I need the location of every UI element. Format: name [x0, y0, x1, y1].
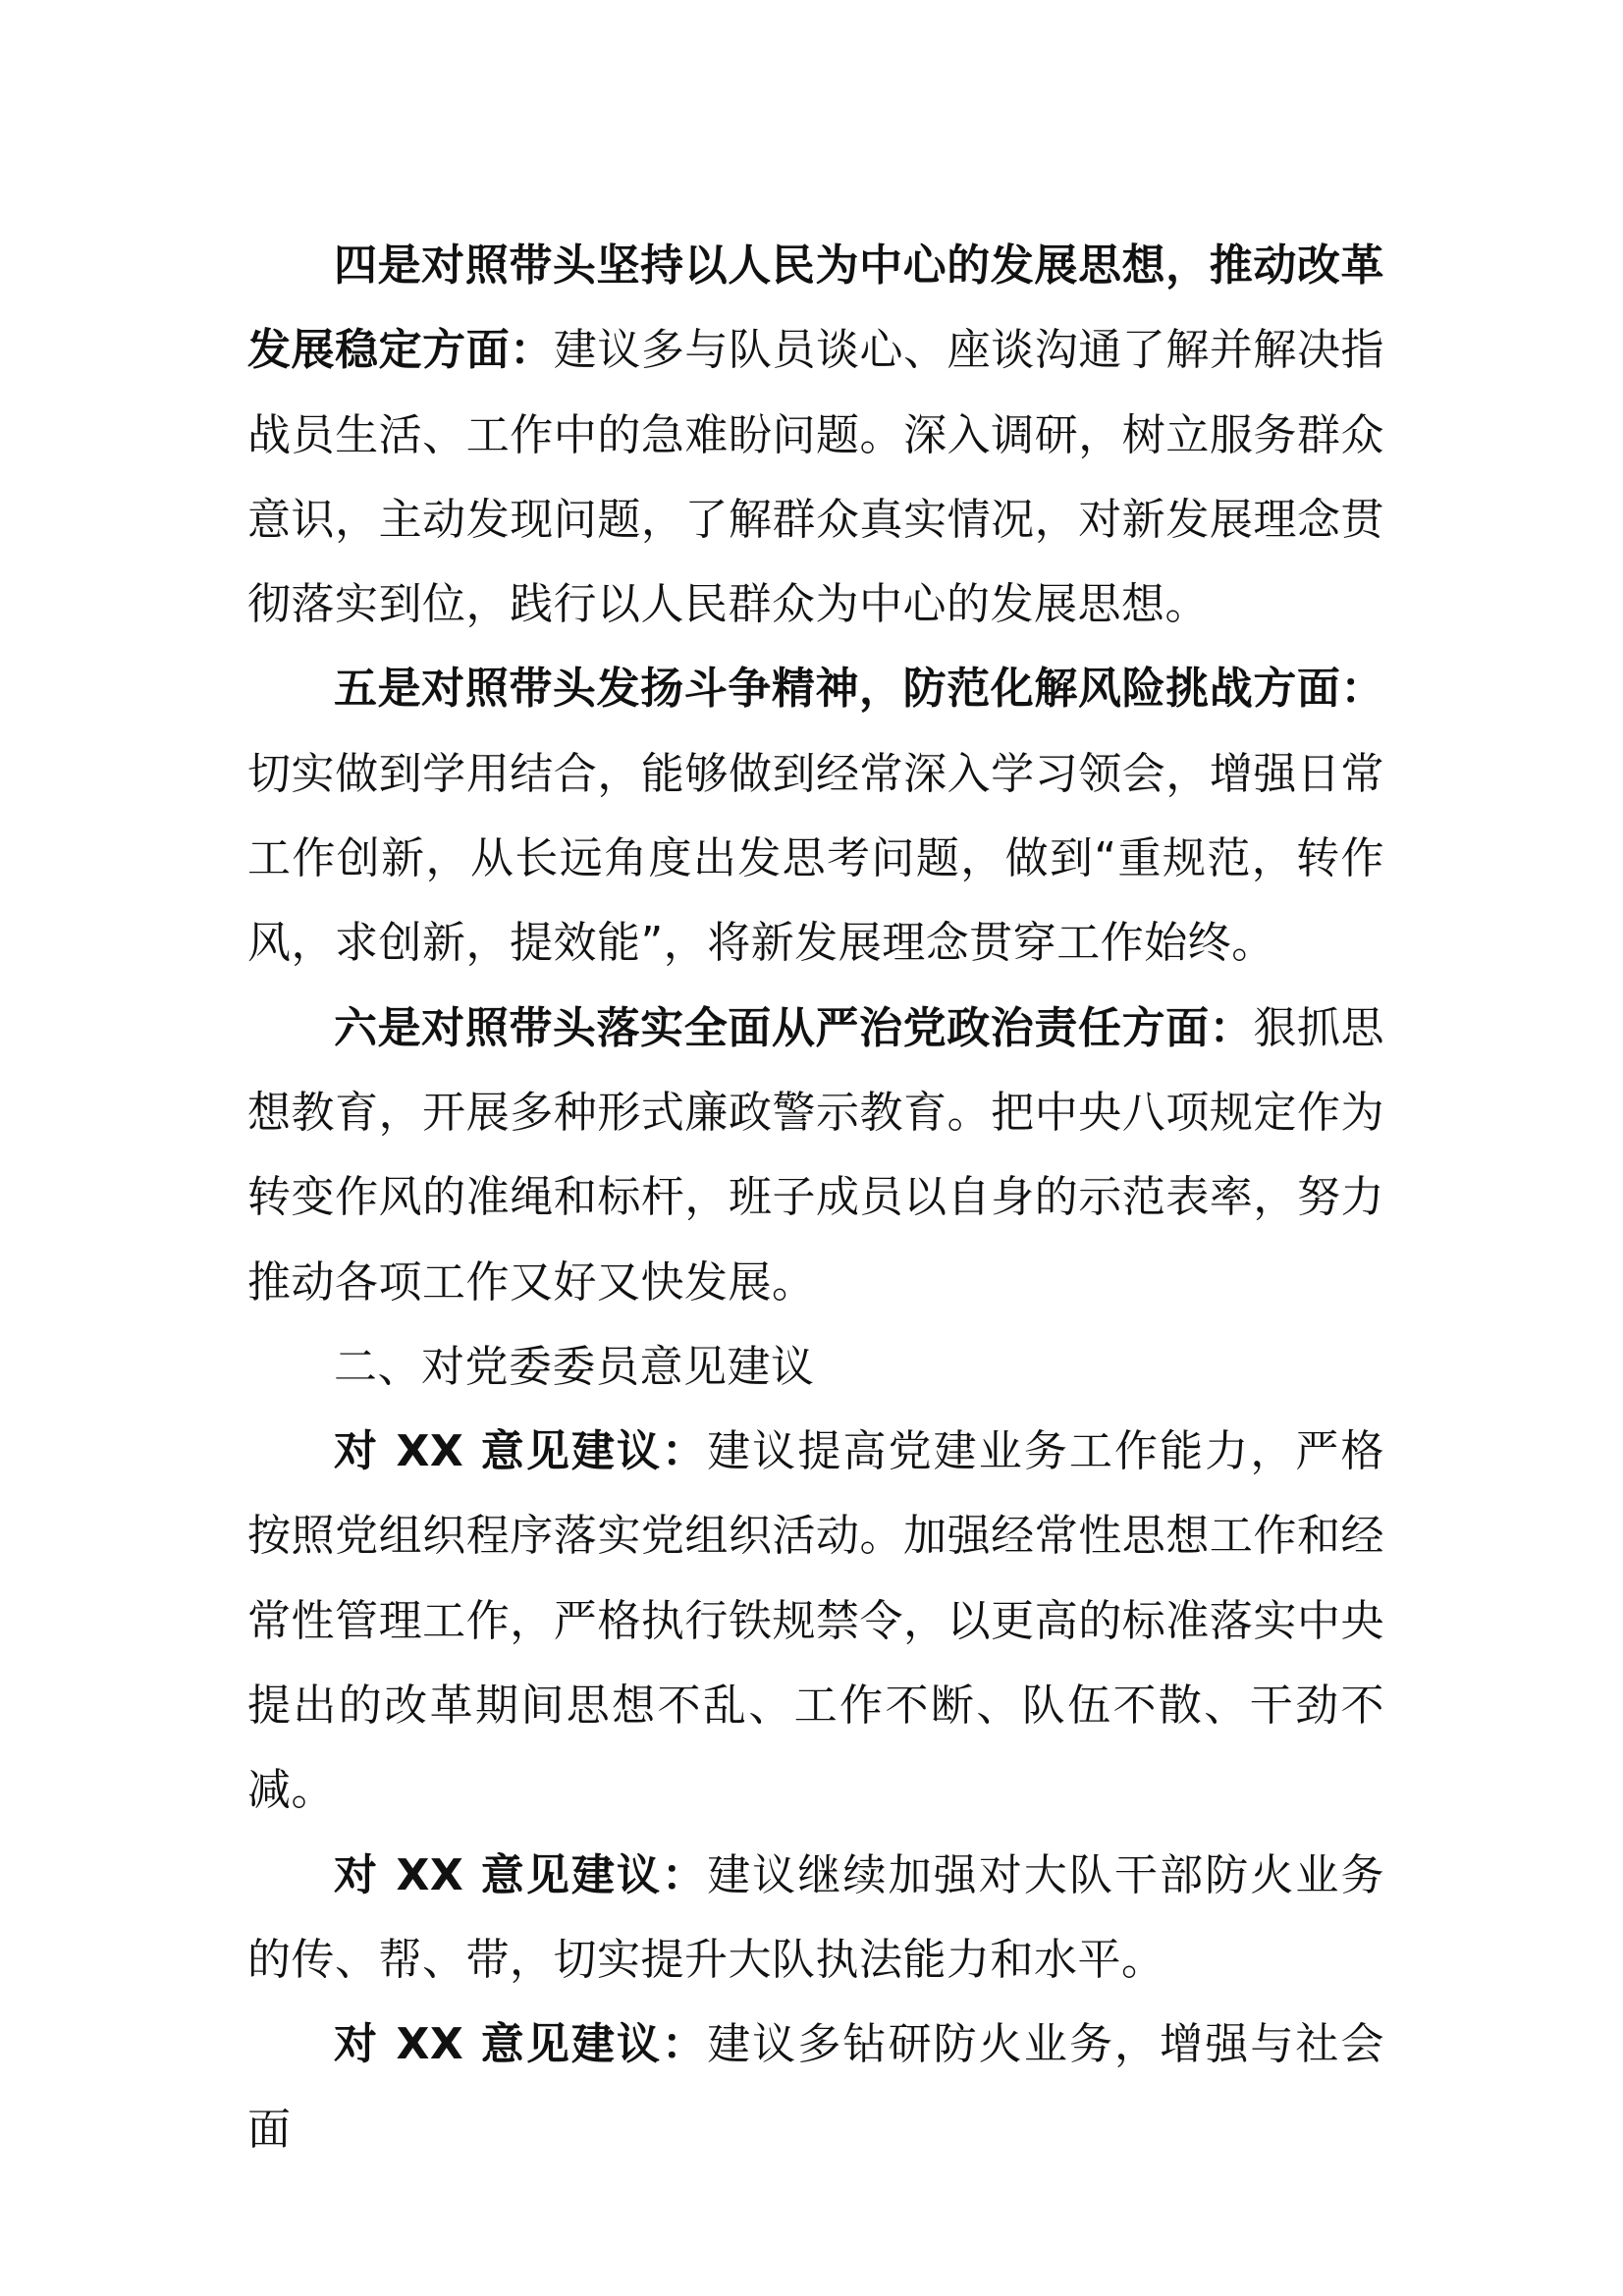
- suggestion-item: [247, 1834, 1384, 2003]
- suggestion-item: [247, 1410, 1384, 1833]
- suggestion-lead: 对 XX 意见建议：: [334, 1849, 708, 1900]
- paragraph-lead: 四是对照带头坚持以人民为中心的发展思想，推动改革发展稳定方面：: [247, 240, 1384, 376]
- paragraph-item-4: [247, 224, 1384, 647]
- suggestion-body: 建议继续加强对大队干部防火业务的传、帮、带，切实提升大队执法能力和水平。: [247, 1849, 1385, 1985]
- suggestion-item: [247, 2002, 1384, 2172]
- paragraph-body: 建议多与队员谈心、座谈沟通了解并解决指战员生活、工作中的急难盼问题。深入调研，树立服务群众意识，主动发现问题，了解群众真实情况，对新发展理念贯彻落实到位，践行以人民群众为中心的发展思想。: [247, 325, 1384, 630]
- section-heading: 二、对党委委员意见建议: [334, 1341, 815, 1392]
- suggestion-body: 建议提高党建业务工作能力，严格按照党组织程序落实党组织活动。加强经常性思想工作和经常性管理工作，严格执行铁规禁令，以更高的标准落实中央提出的改革期间思想不乱、工作不断、队伍不散、干劲不减。: [247, 1426, 1385, 1816]
- paragraph-body: 切实做到学用结合，能够做到经常深入学习领会，增强日常工作创新，从长远角度出发思考问题，做到“重规范，转作风，求创新，提效能”，将新发展理念贯穿工作始终。: [247, 748, 1384, 969]
- suggestion-lead: 对 XX 意见建议：: [334, 2019, 708, 2070]
- document-body: [247, 224, 1384, 2172]
- suggestion-body: 建议多钻研防火业务，增强与社会面: [247, 2019, 1385, 2155]
- suggestion-lead: 对 XX 意见建议：: [334, 1426, 708, 1477]
- paragraph-lead: 五是对照带头发扬斗争精神，防范化解风险挑战方面：: [334, 664, 1384, 715]
- paragraph-item-6: [247, 987, 1384, 1325]
- paragraph-lead: 六是对照带头落实全面从严治党政治责任方面：: [334, 1002, 1254, 1053]
- paragraph-item-5: [247, 647, 1384, 986]
- paragraph-body: 狠抓思想教育，开展多种形式廉政警示教育。把中央八项规定作为转变作风的准绳和标杆，班子成员以自身的示范表率，努力推动各项工作又好又快发展。: [247, 1002, 1385, 1308]
